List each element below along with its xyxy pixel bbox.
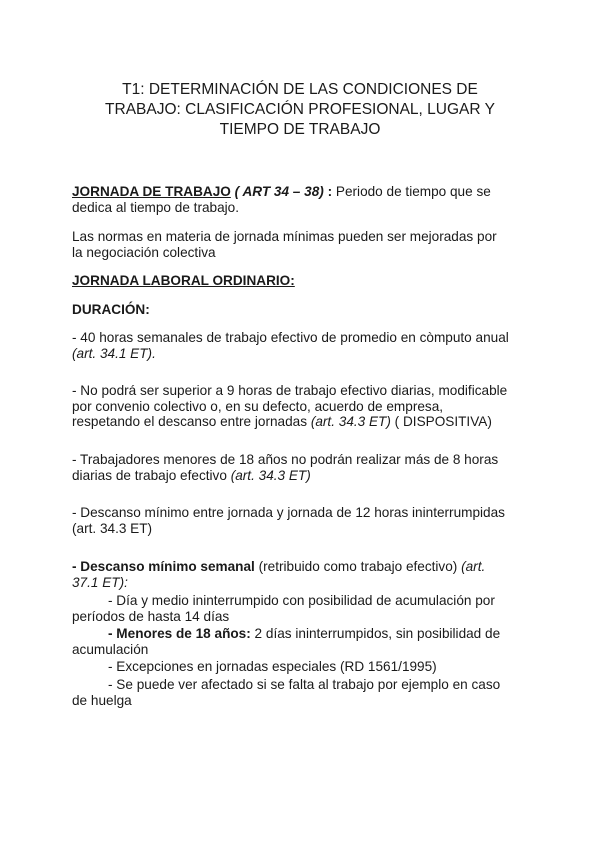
- normas-paragraph: Las normas en materia de jornada mínimas pueden ser mejoradas por la negociación colectiva: [72, 229, 497, 260]
- descanso-sub-1: - Día y medio ininterrumpido con posibilidad de acumulación por períodos de hasta 14 días: [72, 593, 495, 624]
- descanso-heading: - Descanso mínimo semanal: [72, 559, 255, 574]
- document-title: [60, 80, 540, 140]
- descanso-sub-4: - Se puede ver afectado si se falta al trabajo por ejemplo en caso de huelga: [72, 677, 501, 708]
- jornada-heading: JORNADA DE TRABAJO: [72, 184, 231, 199]
- descanso-sub-3: - Excepciones en jornadas especiales (RD 1561/1995): [108, 659, 437, 674]
- duracion-item-3: - Trabajadores menores de 18 años no podrán realizar más de 8 horas diarias de trabajo efectivo (art. 34.3 ET): [72, 452, 499, 483]
- jornada-art-ref: ART 34 – 38): [242, 184, 324, 199]
- duracion-heading: DURACIÓN:: [72, 302, 150, 317]
- title-line-2: TRABAJO: CLASIFICACIÓN PROFESIONAL, LUGAR Y: [105, 101, 495, 118]
- descanso-sub-2: - Menores de 18 años: 2 días ininterrumpidos, sin posibilidad de acumulación: [72, 626, 501, 657]
- duracion-item-1: - 40 horas semanales de trabajo efectivo de promedio en còmputo anual (art. 34.1 ET).: [72, 330, 509, 361]
- title-line-3: TIEMPO DE TRABAJO: [219, 121, 381, 138]
- duracion-item-4: - Descanso mínimo entre jornada y jornada de 12 horas ininterrumpidas (art. 34.3 ET): [72, 505, 505, 536]
- jornada-paragraph: JORNADA DE TRABAJO ( ART 34 – 38) : Periodo de tiempo que se dedica al tiempo de trabajo.: [72, 184, 491, 215]
- jornada-text: Periodo de tiempo que se: [335, 184, 491, 199]
- descanso-semanal: - Descanso mínimo semanal (retribuido como trabajo efectivo) (art. 37.1 ET):: [72, 559, 486, 590]
- title-line-1: T1: DETERMINACIÓN DE LAS CONDICIONES DE: [122, 81, 478, 98]
- ordinario-heading: JORNADA LABORAL ORDINARIO:: [72, 273, 295, 288]
- duracion-item-2: - No podrá ser superior a 9 horas de trabajo efectivo diarias, modificable por convenio colectivo o, en su defecto, acuerdo de empresa, respetando el descanso entre jornadas (art. 34.3 ET) ( DISPOSITIVA): [72, 383, 508, 429]
